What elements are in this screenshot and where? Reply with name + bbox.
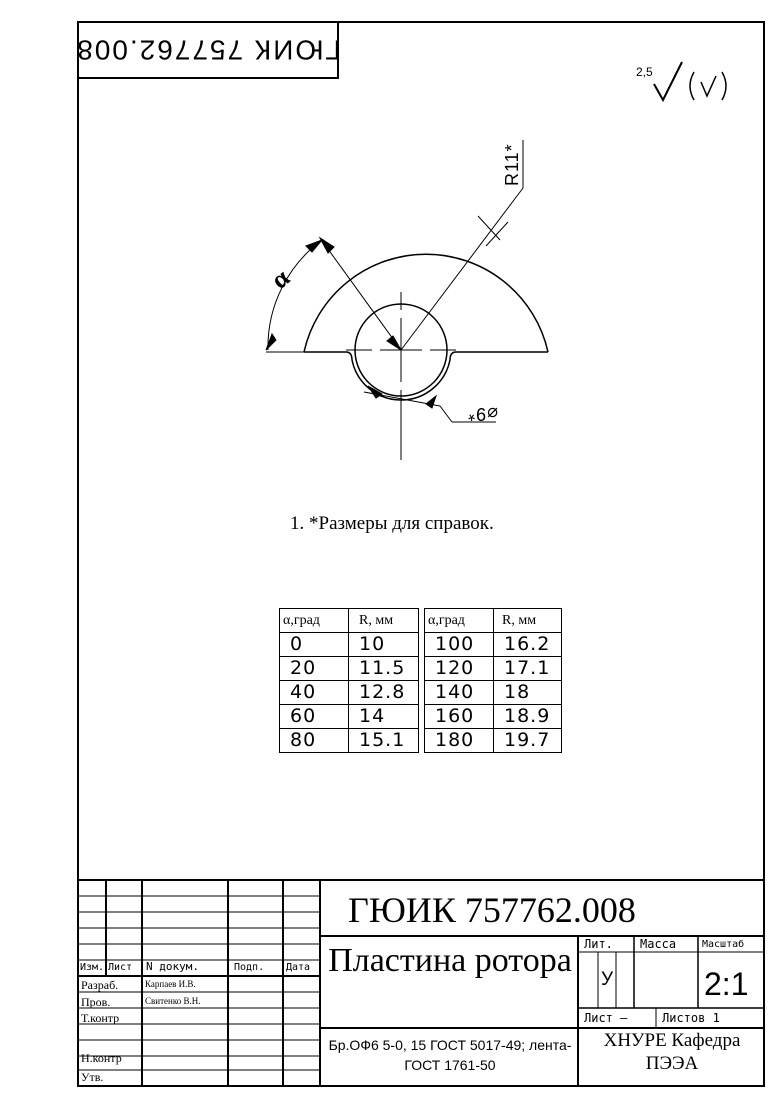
sheets-label: Листов 1 bbox=[662, 1011, 720, 1025]
role-utv: Утв. bbox=[81, 1070, 104, 1084]
cell-angle: 80 bbox=[280, 729, 349, 753]
cell-radius: 12.8 bbox=[349, 681, 419, 705]
table-row bbox=[425, 633, 562, 657]
header-angle: α,град bbox=[425, 609, 494, 633]
role-nkontr: Н.контр bbox=[81, 1051, 122, 1065]
angle-label: α bbox=[265, 263, 295, 295]
roughness-symbol bbox=[636, 62, 726, 100]
table-header-row bbox=[280, 609, 419, 633]
radius-label: R11* bbox=[502, 143, 522, 186]
cell-radius: 14 bbox=[349, 705, 419, 729]
cell-angle: 160 bbox=[425, 705, 494, 729]
table-row bbox=[425, 729, 562, 753]
header-radius: R, мм bbox=[349, 609, 419, 633]
lit-label: Лит. bbox=[584, 937, 613, 951]
table-header-row bbox=[425, 609, 562, 633]
name-razrab: Карпаев И.В. bbox=[145, 979, 196, 989]
role-razrab: Разраб. bbox=[81, 978, 119, 992]
cell-angle: 20 bbox=[280, 657, 349, 681]
table-row bbox=[425, 681, 562, 705]
table-row bbox=[280, 657, 419, 681]
cell-radius: 15.1 bbox=[349, 729, 419, 753]
table-row bbox=[425, 705, 562, 729]
table-row bbox=[280, 705, 419, 729]
cell-radius: 18 bbox=[494, 681, 562, 705]
rotor-plate-drawing bbox=[304, 254, 548, 400]
reference-note: 1. *Размеры для справок. bbox=[290, 513, 494, 534]
roughness-value: 2,5 bbox=[636, 65, 653, 79]
cell-radius: 10 bbox=[349, 633, 419, 657]
table-row bbox=[425, 657, 562, 681]
cell-radius: 16.2 bbox=[494, 633, 562, 657]
cell-angle: 0 bbox=[280, 633, 349, 657]
role-prov: Пров. bbox=[81, 995, 111, 1009]
diameter-label: ⌀9* bbox=[467, 404, 498, 424]
col-podp: Подп. bbox=[234, 962, 265, 973]
cell-angle: 60 bbox=[280, 705, 349, 729]
title-block-designation: ГЮИК 757762.008 bbox=[348, 890, 636, 930]
col-izm: Изм. bbox=[80, 962, 105, 973]
cell-angle: 140 bbox=[425, 681, 494, 705]
angle-radius-table-left bbox=[279, 608, 419, 753]
radius-dimension bbox=[320, 140, 523, 350]
part-name: Пластина ротора bbox=[328, 942, 572, 979]
col-ndoc: N докум. bbox=[146, 960, 199, 973]
sheet-label: Лист — bbox=[584, 1011, 628, 1025]
table-row bbox=[280, 681, 419, 705]
cell-radius: 18.9 bbox=[494, 705, 562, 729]
material-spec: Бр.ОФ6 5-0, 15 ГОСТ 5017-49; лента-ГОСТ 1761-50 bbox=[328, 1037, 572, 1073]
header-angle: α,град bbox=[280, 609, 349, 633]
mass-label: Масса bbox=[640, 937, 677, 951]
table-row bbox=[280, 729, 419, 753]
cell-angle: 100 bbox=[425, 633, 494, 657]
cell-radius: 11.5 bbox=[349, 657, 419, 681]
cell-angle: 40 bbox=[280, 681, 349, 705]
angle-dimension bbox=[266, 240, 322, 352]
cell-angle: 120 bbox=[425, 657, 494, 681]
col-list: Лист bbox=[108, 962, 133, 973]
organization: ХНУРЕ Кафедра ПЭЭА bbox=[603, 1030, 741, 1074]
cell-angle: 180 bbox=[425, 729, 494, 753]
scale-value: 2:1 bbox=[704, 966, 749, 1002]
cell-radius: 17.1 bbox=[494, 657, 562, 681]
header-radius: R, мм bbox=[494, 609, 562, 633]
rotated-code: ГЮИК 757762.008 bbox=[75, 34, 341, 66]
lit-value: У bbox=[601, 969, 614, 990]
name-prov: Свитенко В.Н. bbox=[145, 996, 201, 1006]
scale-label: Масштаб bbox=[702, 939, 745, 950]
cell-radius: 19.7 bbox=[494, 729, 562, 753]
role-tkontr: Т.контр bbox=[81, 1011, 120, 1025]
table-row bbox=[280, 633, 419, 657]
angle-radius-table-right bbox=[424, 608, 562, 753]
col-data: Дата bbox=[286, 962, 311, 973]
